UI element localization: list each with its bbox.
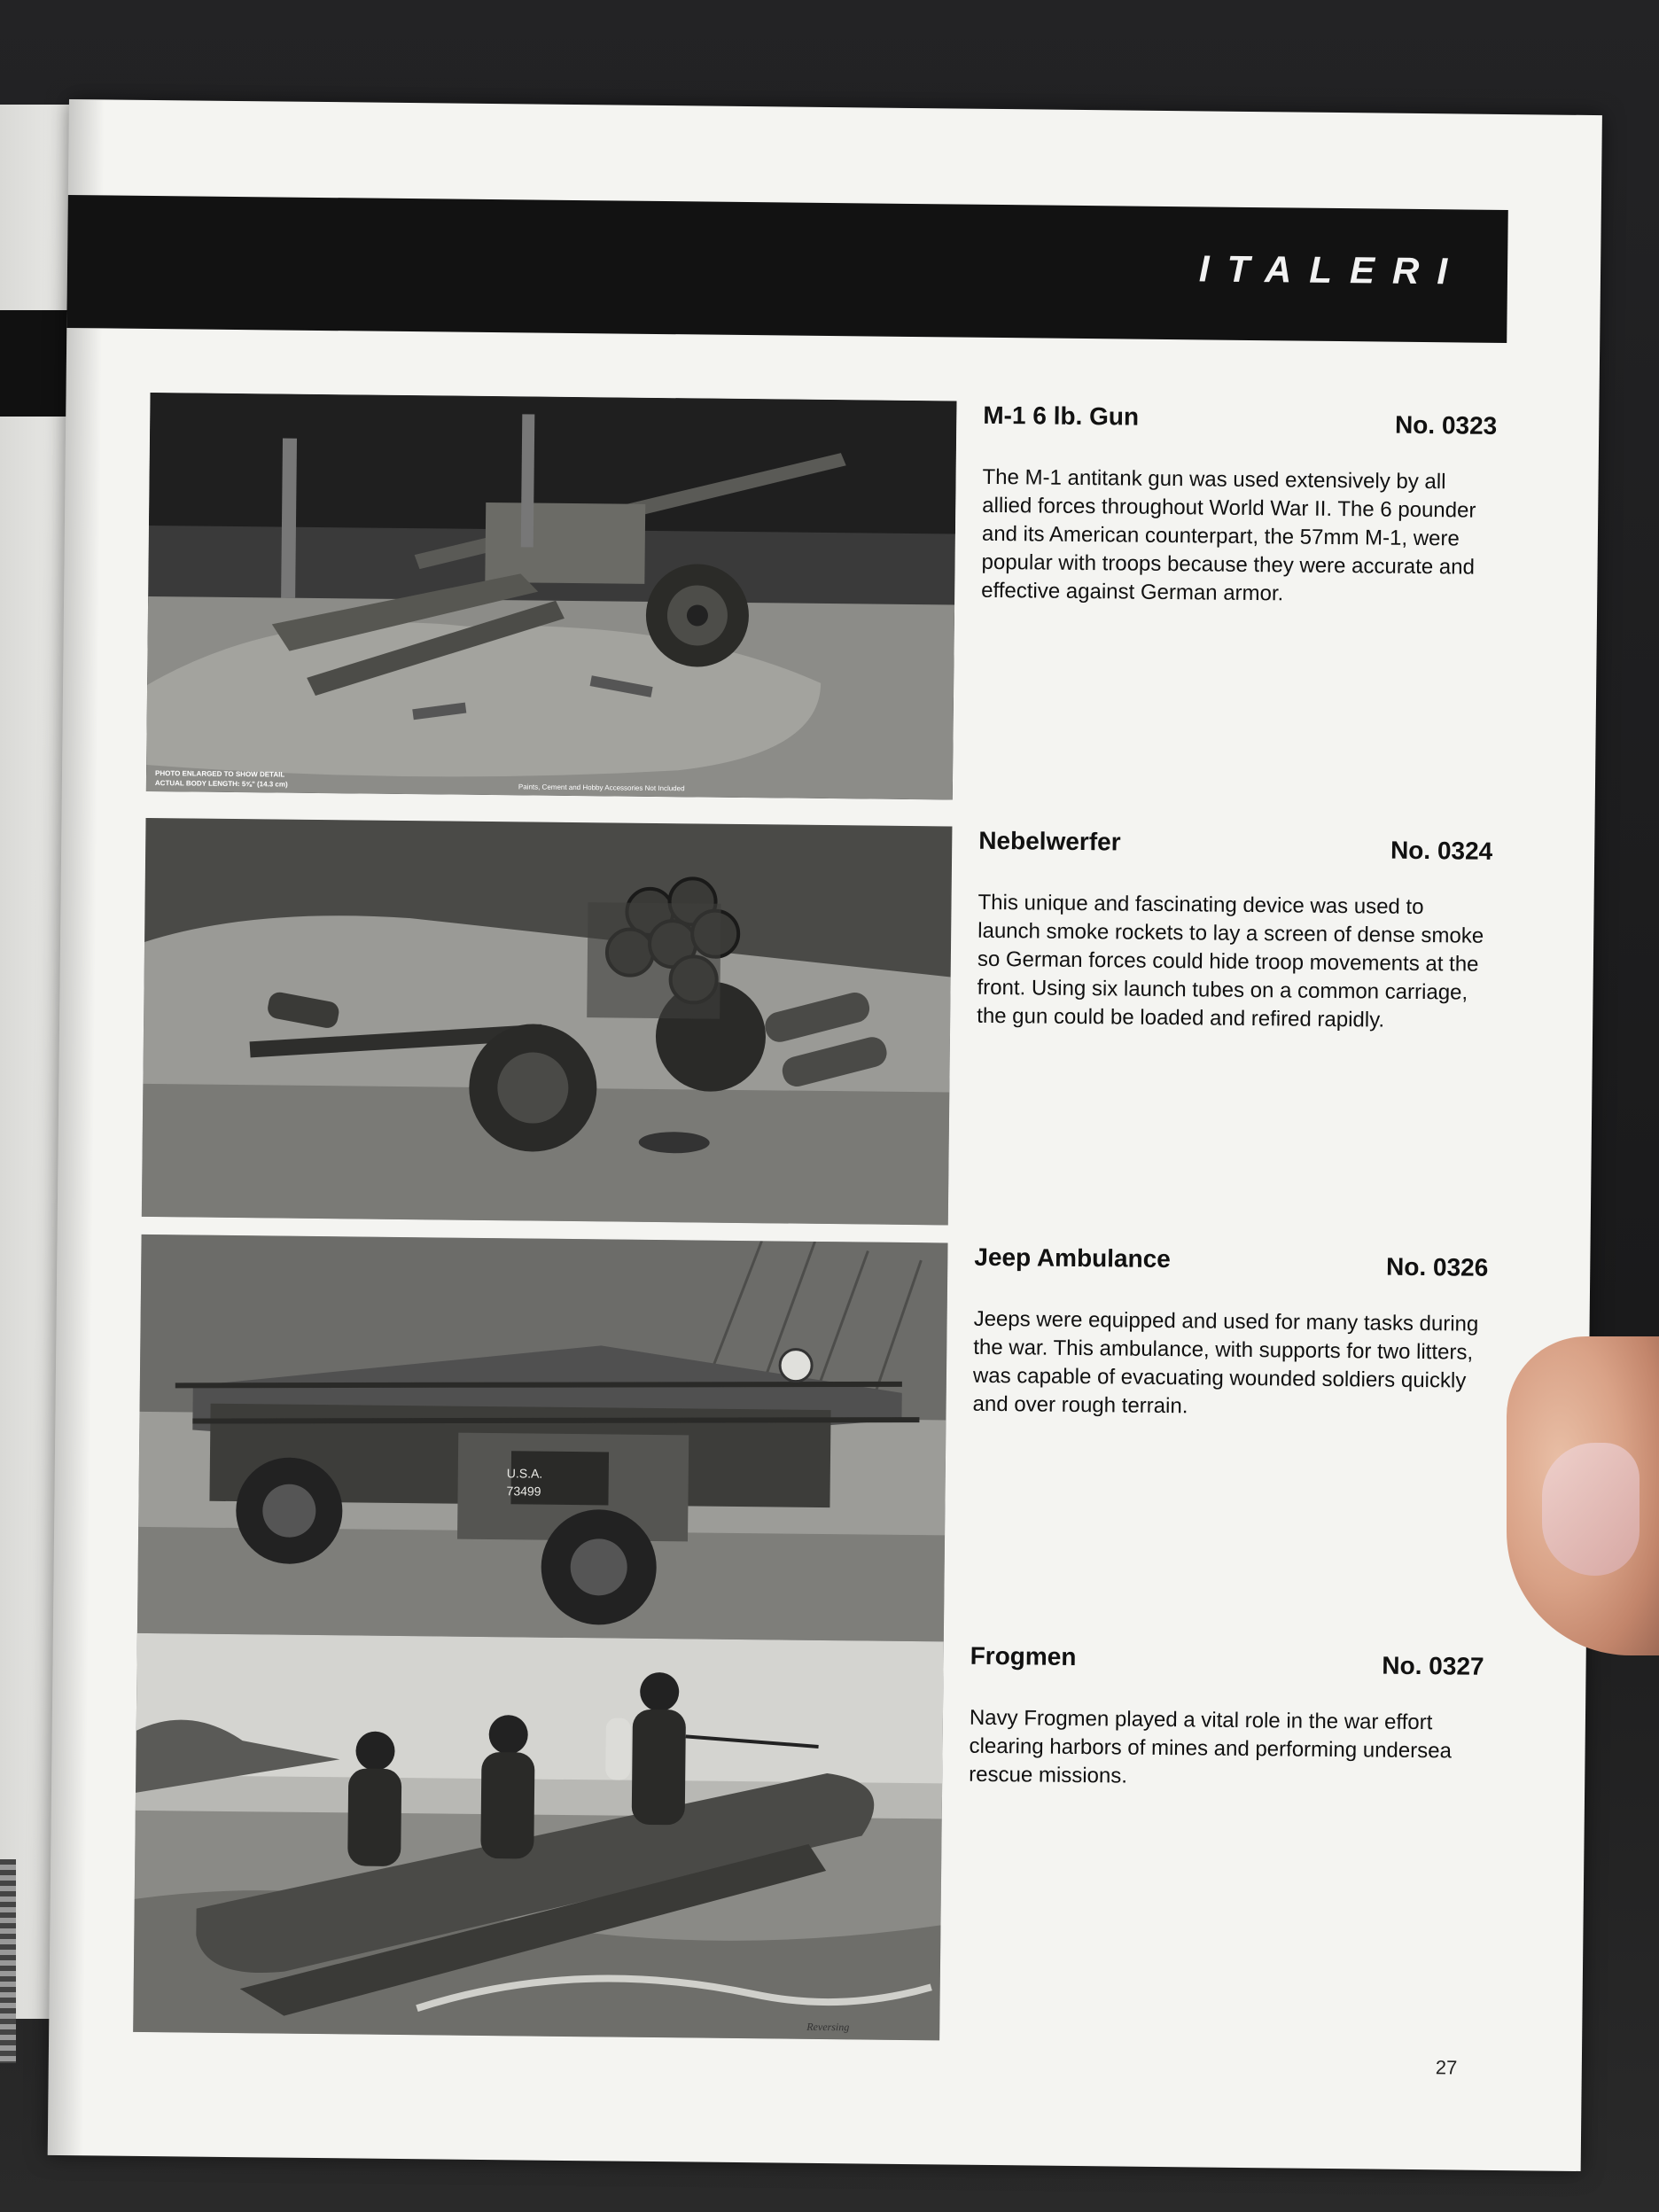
- brand-logo-text: ITALERI: [1198, 247, 1466, 292]
- product-title: M-1 6 lb. Gun: [983, 401, 1140, 431]
- jeep-ambulance-illustration: [137, 1235, 948, 1642]
- product-entry-m1-gun: [146, 393, 1533, 814]
- product-entry-nebelwerfer: [142, 818, 1529, 1240]
- product-text-frogmen: [969, 1642, 1484, 1795]
- product-text-jeep-ambulance: [972, 1243, 1488, 1424]
- product-title: Nebelwerfer: [978, 826, 1121, 856]
- product-photo-nebelwerfer: [142, 818, 953, 1226]
- product-text-nebelwerfer: [977, 827, 1492, 1036]
- product-number: No. 0324: [1390, 836, 1493, 865]
- product-description: Navy Frogmen played a vital role in the war effort clearing harbors of mines and performing undersea rescue missions.: [969, 1705, 1453, 1788]
- product-entry-frogmen: [133, 1633, 1520, 2055]
- product-description: Jeeps were equipped and used for many tasks during the war. This ambulance, with supports for two litters, was capable of evacuating wounded soldiers quickly and over rough terrain.: [972, 1306, 1479, 1419]
- m1-gun-illustration: [146, 393, 957, 800]
- product-photo-jeep-ambulance: [137, 1235, 948, 1642]
- vehicle-plate-line-2: 73499: [506, 1484, 541, 1499]
- photo-caption-length: ACTUAL BODY LENGTH: 5⅝" (14.3 cm): [154, 779, 288, 789]
- product-photo-frogmen: [133, 1633, 944, 2041]
- frogmen-illustration: [133, 1633, 944, 2041]
- product-number: No. 0327: [1382, 1651, 1484, 1680]
- product-photo-m1-gun: [146, 393, 957, 800]
- nebelwerfer-illustration: [142, 818, 953, 1226]
- product-description: The M-1 antitank gun was used extensively by all allied forces throughout World War II. The 6 pounder and its American counterpart, the 57mm M-1, were popular with troops because they were accurate and effective against German armor.: [981, 464, 1476, 606]
- header-band: [66, 195, 1507, 343]
- vehicle-plate-line-1: U.S.A.: [506, 1466, 543, 1481]
- photo-caption-accessories: Paints, Cement and Hobby Accessories Not Included: [518, 783, 685, 793]
- catalog-page: [48, 99, 1602, 2171]
- thumb-nail: [1542, 1443, 1640, 1576]
- product-description: This unique and fascinating device was used to launch smoke rockets to lay a screen of dense smoke so German forces could hide troop movements at the front. Using six launch tubes on a common carriage, the gun could be loaded and refired rapidly.: [977, 890, 1484, 1032]
- product-number: No. 0323: [1394, 410, 1498, 440]
- product-entry-jeep-ambulance: [137, 1235, 1524, 1656]
- product-text-m1-gun: [981, 401, 1497, 611]
- page-number: 27: [1435, 2056, 1458, 2079]
- artist-signature: Reversing: [806, 2020, 850, 2034]
- photo-caption-detail: PHOTO ENLARGED TO SHOW DETAIL: [154, 769, 285, 779]
- product-title: Frogmen: [970, 1641, 1077, 1671]
- product-number: No. 0326: [1385, 1252, 1489, 1281]
- product-title: Jeep Ambulance: [974, 1242, 1172, 1273]
- left-page-strip: [0, 1859, 16, 2063]
